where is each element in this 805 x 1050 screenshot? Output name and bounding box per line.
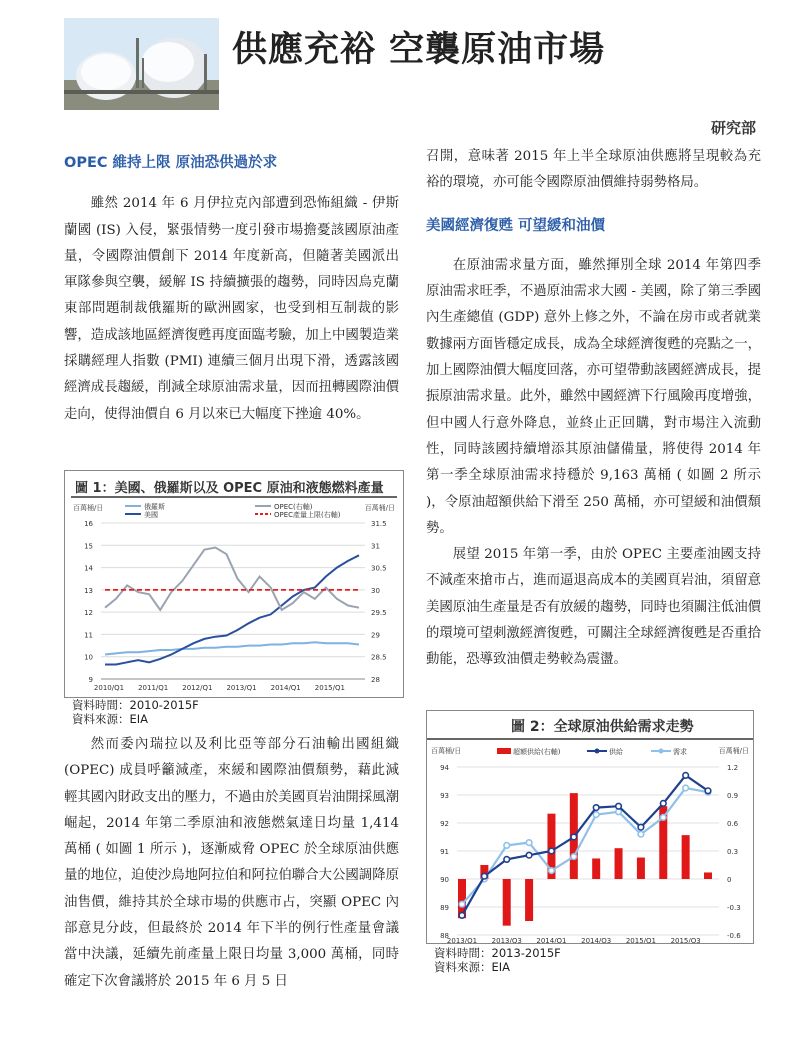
- chart2-supply-point: [482, 873, 488, 879]
- chart1-left-tick: 16: [84, 520, 93, 528]
- section1-paragraph-1: 雖然 2014 年 6 月伊拉克內部遭到恐怖組織 - 伊斯蘭國 (IS) 入侵，緊張情勢一度引發市場擔憂該國原油產量，令國際油價創下 2014 年度新高，但隨著美國派出軍隊參與空襲，緩解 IS 持續擴張的趨勢，同時因烏克蘭東部問題制裁俄羅斯的歐洲國家，也受到相互制裁的影響，造成該地區經濟復甦再度面臨考驗，加上中國製造業採購經理人指數 (PMI) 連續三個月出現下滑，透露該國經濟成長趨緩，削減全球原油需求量，因而扭轉國際油價走向，使得油價自 6 月以來已大幅度下挫逾 40%。: [64, 196, 399, 422]
- chart2-legend-label: 供給: [609, 748, 623, 756]
- chart1-right-tick: 28.5: [371, 653, 387, 662]
- left-column: [64, 150, 399, 428]
- chart1-series-line: [105, 555, 359, 664]
- chart1-box: [64, 470, 404, 698]
- chart2-legend-marker: [659, 749, 664, 754]
- chart1-x-tick: 2012/Q1: [182, 684, 213, 692]
- chart1-right-tick: 30: [371, 586, 380, 595]
- chart1-legend-label: 俄羅斯: [144, 503, 165, 511]
- chart2-supply-point: [549, 848, 555, 854]
- section1-paragraph-2: 然而委內瑞拉以及利比亞等部分石油輸出國組織 (OPEC) 成員呼籲減產，來緩和國際油價頹勢，藉此減輕其國內財政支出的壓力，不過由於美國頁岩油開採風潮崛起，2014 年第二季原油和液態燃氣達日均量 1,414 萬桶 ( 如圖 1 所示 )，逐漸威脅 OPEC 於全球原油供應量的地位，迫使沙烏地阿拉伯和阿拉伯聯合大公國調降原油售價，維持其於全球市場的供應市占，突顯 OPEC 內部意見分歧，但最終於 2014 年下半的例行性產量會議當中決議，延續先前產量上限日均量 3,000 萬桶，同時確定下次會議將於 2015 年 6 月 5 日: [64, 737, 399, 989]
- chart2-x-tick: 2013/Q1: [446, 937, 478, 943]
- chart1-x-tick: 2013/Q1: [226, 684, 257, 692]
- chart1-left-unit: 百萬桶/日: [73, 504, 104, 512]
- chart2-demand-point: [638, 831, 644, 837]
- section2-paragraph-2: 展望 2015 年第一季，由於 OPEC 主要產油國支持不減產來搶市占，進而逼退高成本的美國頁岩油，須留意美國原油生產量是否有放緩的趨勢，同時也須關注低油價的環境可望刺激經濟復甦，可關注全球經濟復甦是否重拾動能，恐導致油價走勢較為震盪。: [426, 547, 761, 668]
- chart2-excess-bar: [682, 835, 690, 879]
- chart2-right-tick: 0.3: [727, 848, 739, 856]
- chart2-x-tick: 2013/Q3: [491, 937, 522, 943]
- chart1-legend-label: 美國: [144, 511, 158, 519]
- chart2-x-tick: 2014/Q3: [581, 937, 612, 943]
- chart2-excess-bar: [704, 872, 712, 879]
- chart2-supply-point: [705, 788, 711, 794]
- right-column: [426, 144, 761, 674]
- chart2-excess-bar: [592, 858, 600, 879]
- chart2-left-tick: 93: [440, 792, 449, 800]
- chart2-right-tick: 1.2: [727, 764, 739, 772]
- section1-paragraph-3: 召開，意味著 2015 年上半全球原油供應將呈現較為充裕的環境，亦可能令國際原油價維持弱勢格局。: [426, 149, 761, 191]
- chart2-left-tick: 91: [440, 848, 449, 856]
- page-title: 供應充裕 空襲原油市場: [232, 30, 606, 70]
- chart2-excess-bar: [525, 879, 533, 921]
- chart2-right-tick: 0.6: [727, 820, 739, 828]
- header-photo: [64, 18, 219, 110]
- chart1-x-tick: 2014/Q1: [270, 684, 301, 692]
- chart1-meta: [72, 698, 199, 726]
- chart2-supply-point: [683, 773, 689, 779]
- chart1-right-tick: 31: [371, 542, 380, 551]
- chart1-x-tick: 2011/Q1: [138, 684, 169, 692]
- chart1-right-tick: 30.5: [371, 564, 387, 573]
- chart1-left-tick: 10: [84, 653, 93, 662]
- chart2-x-tick: 2015/Q3: [670, 937, 701, 943]
- chart2-supply-point: [459, 913, 465, 919]
- chart1-right-tick: 28: [371, 676, 380, 684]
- chart2-x-tick: 2015/Q1: [625, 937, 656, 943]
- chart1-left-tick: 11: [84, 631, 93, 640]
- chart1-left-tick: 12: [84, 609, 93, 618]
- chart2-title: 圖 2：全球原油供給需求走勢: [511, 719, 694, 735]
- chart2-x-tick: 2014/Q1: [536, 937, 567, 943]
- chart2-svg: [427, 711, 753, 943]
- chart2-demand-point: [683, 785, 689, 791]
- chart2-meta: [434, 946, 561, 974]
- chart1-left-tick: 15: [84, 542, 93, 551]
- chart2-box: [426, 710, 754, 944]
- chart2-demand-point: [593, 812, 599, 818]
- chart1-series-line: [105, 548, 359, 610]
- chart1-title: 圖 1：美國、俄羅斯以及 OPEC 原油和液態燃料產量: [75, 481, 384, 496]
- chart2-supply-point: [638, 824, 644, 830]
- chart1-right-unit: 百萬桶/日: [364, 504, 395, 512]
- chart2-left-tick: 88: [440, 932, 449, 940]
- chart2-left-tick: 90: [440, 876, 449, 884]
- section1-heading: OPEC 維持上限 原油恐供過於求: [64, 155, 278, 171]
- chart2-supply-point: [504, 857, 510, 863]
- chart2-right-tick: 0: [727, 876, 732, 884]
- chart1-left-tick: 14: [84, 564, 93, 573]
- chart2-demand-point: [549, 868, 555, 874]
- chart2-excess-bar: [503, 879, 511, 926]
- chart1-legend-label: OPEC(右軸): [274, 503, 313, 511]
- chart2-demand-point: [459, 901, 465, 907]
- chart2-legend-label: 超額供給(右軸): [513, 748, 561, 756]
- chart1-series-line: [105, 642, 359, 654]
- chart1-meta-time: 資料時間：2010-2015F: [72, 698, 199, 712]
- chart2-legend-marker: [595, 749, 600, 754]
- chart2-excess-bar: [637, 858, 645, 879]
- chart2-left-tick: 89: [440, 904, 449, 912]
- chart2-left-tick: 94: [440, 764, 449, 772]
- chart2-right-tick: 0.9: [727, 792, 739, 800]
- chart2-demand-point: [526, 840, 532, 846]
- chart2-demand-point: [571, 854, 577, 860]
- chart2-supply-point: [526, 852, 532, 858]
- chart1-right-tick: 31.5: [371, 520, 387, 528]
- chart2-right-tick: -0.3: [727, 904, 741, 912]
- chart1-x-tick: 2015/Q1: [314, 684, 345, 692]
- section2-heading: 美國經濟復甦 可望緩和油價: [426, 217, 606, 234]
- chart2-supply-point: [660, 801, 666, 807]
- chart2-right-tick: -0.6: [727, 932, 741, 940]
- chart2-excess-bar: [615, 848, 623, 879]
- chart2-meta-source: 資料來源：EIA: [434, 960, 511, 974]
- chart2-left-tick: 92: [440, 820, 449, 828]
- oil-tanks-image: [64, 18, 219, 110]
- chart2-demand-point: [616, 809, 622, 815]
- section2-paragraph-1: 在原油需求量方面，雖然揮別全球 2014 年第四季原油需求旺季，不過原油需求大國 - 美國，除了第三季國內生產總值 (GDP) 意外上修之外，不論在房市或者就業數據兩方面皆穩定成長，成為全球經濟復甦的亮點之一，加上國際油價大幅度回落，亦可望帶動該國經濟成長，提振原油需求量。此外，雖然中國經濟下行風險再度增強，但中國人行意外降息，並終止正回購，對市場注入流動性，同時該國持續增添其原油儲備量，將使得 2014 年第一季全球原油需求持穩於 9,163 萬桶 ( 如圖 2 所示 )，令原油超額供給下滑至 250 萬桶，亦可望緩和油價頹勢。: [426, 257, 761, 536]
- chart2-supply-line: [462, 775, 708, 915]
- chart1-left-tick: 9: [88, 676, 93, 684]
- chart1-legend-label: OPEC產量上限(右軸): [274, 511, 341, 519]
- chart2-supply-point: [571, 834, 577, 840]
- chart2-left-unit: 百萬桶/日: [431, 747, 462, 755]
- chart2-demand-line: [462, 788, 708, 904]
- chart2-meta-time: 資料時間：2013-2015F: [434, 946, 561, 960]
- chart1-right-tick: 29: [371, 631, 380, 640]
- chart2-supply-point: [593, 805, 599, 811]
- chart1-svg: [65, 471, 403, 697]
- department-label: 研究部: [710, 119, 756, 137]
- chart2-right-unit: 百萬桶/日: [718, 747, 749, 755]
- chart1-right-tick: 29.5: [371, 609, 387, 618]
- chart2-legend-label: 需求: [673, 748, 687, 756]
- chart2-demand-point: [660, 815, 666, 821]
- chart2-legend-swatch: [497, 748, 511, 754]
- chart2-supply-point: [616, 803, 622, 809]
- left-column-lower: [64, 732, 399, 995]
- chart1-x-tick: 2010/Q1: [93, 684, 125, 692]
- chart2-demand-point: [504, 843, 510, 849]
- chart1-left-tick: 13: [84, 586, 93, 595]
- chart1-meta-source: 資料來源：EIA: [72, 712, 149, 726]
